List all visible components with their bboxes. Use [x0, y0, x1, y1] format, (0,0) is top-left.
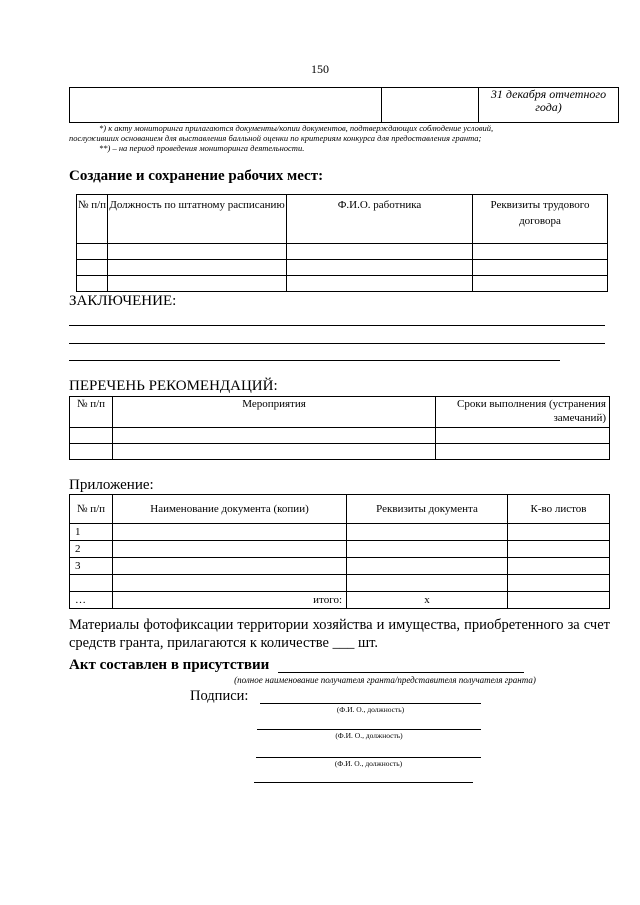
rec-header-deadline: Сроки выполнения (устранения замечаний) [436, 397, 610, 428]
footnotes [69, 123, 621, 153]
jobs-header-num: № п/п [77, 195, 108, 244]
table-cell [70, 444, 113, 460]
jobs-section-title: Создание и сохранение рабочих мест: [69, 168, 324, 184]
table-cell [70, 428, 113, 444]
table-cell [473, 244, 608, 260]
table-cell [113, 558, 347, 575]
total-mark: х [347, 592, 508, 609]
total-row-num: … [70, 592, 113, 609]
table-cell [347, 575, 508, 592]
row-number [70, 575, 113, 592]
appendix-table [69, 494, 610, 609]
signature-line [254, 782, 473, 783]
rec-header-num: № п/п [70, 397, 113, 428]
rec-header-measures: Мероприятия [113, 397, 436, 428]
footnote-line: *) к акту мониторинга прилагаются документы/копии документов, подтверждающих соблюдение условий, [99, 123, 494, 133]
jobs-table [76, 194, 608, 292]
table-cell [77, 276, 108, 292]
act-caption: (полное наименование получателя гранта/представителя получателя гранта) [234, 675, 536, 685]
page-number: 150 [311, 62, 329, 76]
top-table-cell [70, 88, 382, 123]
table-cell [287, 260, 473, 276]
total-label: итого: [113, 592, 347, 609]
table-cell [113, 541, 347, 558]
signature-line [256, 757, 481, 758]
table-cell [113, 428, 436, 444]
act-line [278, 672, 524, 673]
top-table-cell [382, 88, 479, 123]
app-header-num: № п/п [70, 495, 113, 524]
table-cell [347, 541, 508, 558]
materials-paragraph: Материалы фотофиксации территории хозяйства и имущества, приобретенного за счет средств гранта, прилагаются к количестве ___ шт. [69, 617, 610, 651]
app-header-doc-name: Наименование документа (копии) [113, 495, 347, 524]
signature-caption: (Ф.И. О., должность) [335, 731, 403, 740]
conclusion-line [69, 343, 605, 344]
conclusion-line [69, 360, 560, 361]
conclusion-title: ЗАКЛЮЧЕНИЕ: [69, 293, 177, 309]
table-cell [508, 541, 610, 558]
conclusion-line [69, 325, 605, 326]
row-number: 3 [70, 558, 113, 575]
signature-caption: (Ф.И. О., должность) [334, 759, 403, 768]
table-cell [108, 276, 287, 292]
table-cell [108, 260, 287, 276]
signature-caption: (Ф.И. О., должность) [336, 705, 405, 714]
recommendations-title: ПЕРЕЧЕНЬ РЕКОМЕНДАЦИЙ: [69, 378, 278, 394]
table-cell [287, 276, 473, 292]
table-cell [113, 444, 436, 460]
table-cell [436, 428, 610, 444]
table-cell [436, 444, 610, 460]
signature-line [260, 703, 481, 704]
table-cell [473, 260, 608, 276]
table-cell [508, 575, 610, 592]
signatures-label: Подписи: [190, 688, 249, 704]
app-header-sheets: К-во листов [508, 495, 610, 524]
table-cell [473, 276, 608, 292]
table-cell [508, 592, 610, 609]
row-number: 2 [70, 541, 113, 558]
footnote-line: послуживших основанием для выставления балльной оценки по критериям конкурса для предоставления гранта; [69, 133, 482, 143]
footnote-line: **) – на период проведения мониторинга деятельности. [99, 143, 305, 153]
row-number: 1 [70, 524, 113, 541]
date-cell: 31 декабря отчетного года) [479, 88, 619, 123]
appendix-title: Приложение: [69, 477, 154, 493]
table-cell [287, 244, 473, 260]
jobs-header-contract: Реквизиты трудового договора [473, 195, 608, 244]
table-cell [108, 244, 287, 260]
table-cell [508, 524, 610, 541]
app-header-details: Реквизиты документа [347, 495, 508, 524]
top-table [69, 87, 619, 123]
table-cell [113, 524, 347, 541]
signature-line [257, 729, 481, 730]
recommendations-table [69, 396, 610, 460]
table-cell [347, 558, 508, 575]
table-cell [77, 260, 108, 276]
table-cell [508, 558, 610, 575]
table-cell [113, 575, 347, 592]
table-cell [77, 244, 108, 260]
table-cell [347, 524, 508, 541]
act-title: Акт составлен в присутствии [69, 657, 270, 673]
jobs-header-position: Должность по штатному расписанию [108, 195, 287, 244]
jobs-header-name: Ф.И.О. работника [287, 195, 473, 244]
